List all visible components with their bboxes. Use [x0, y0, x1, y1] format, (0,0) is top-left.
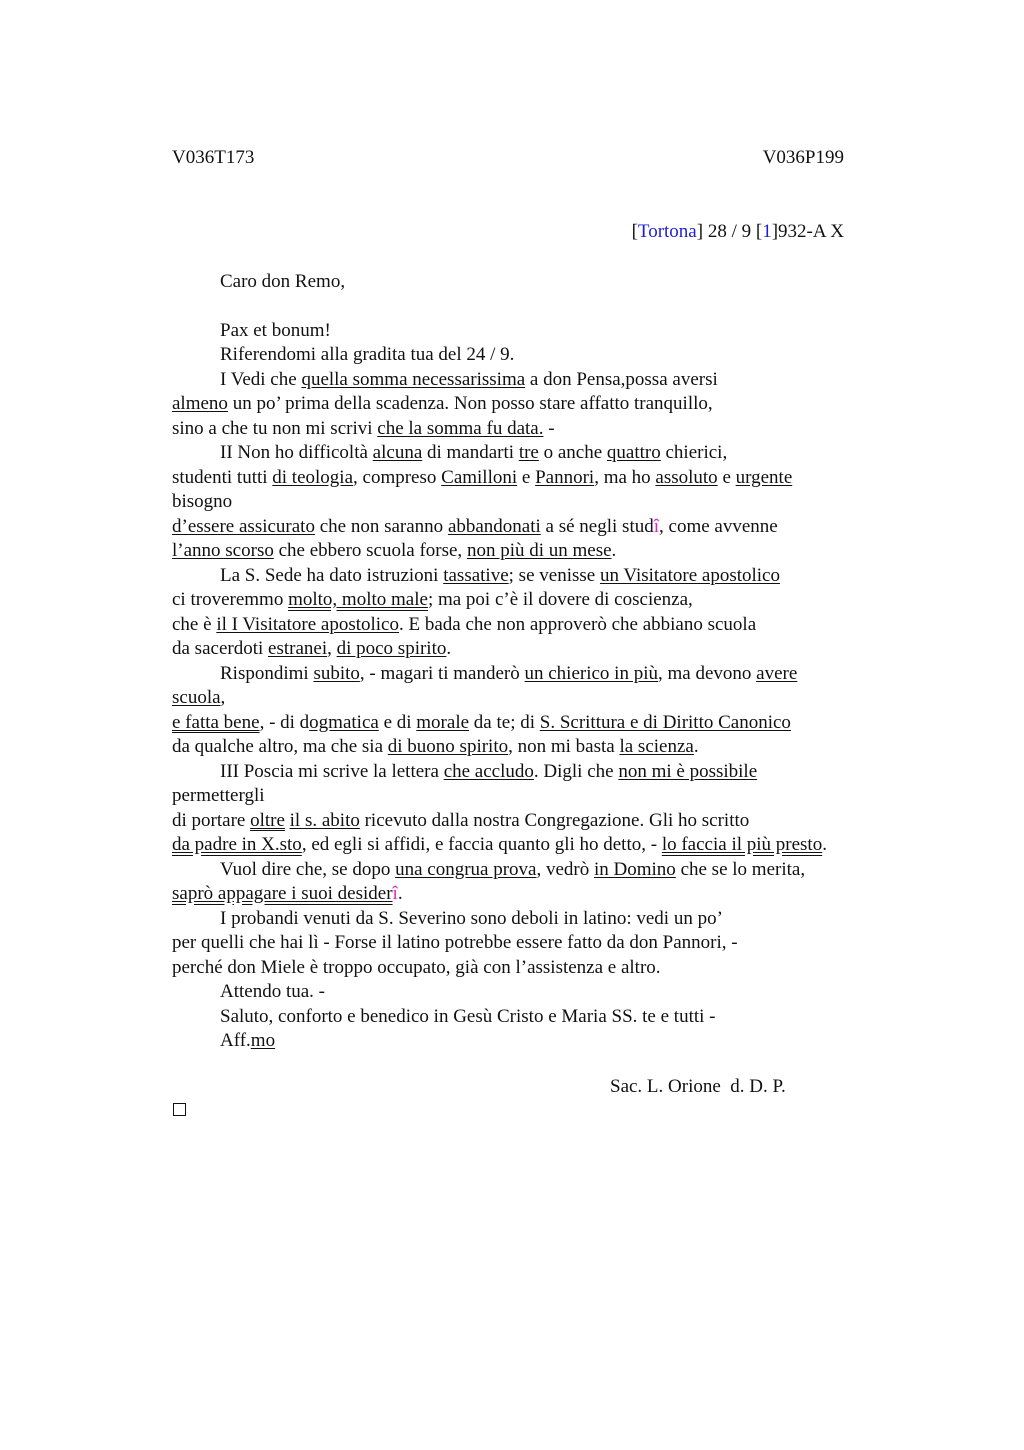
end-marker-box [173, 1103, 186, 1116]
text-line: l’anno scorso che ebbero scuola forse, non più di un mese. [172, 540, 617, 561]
text-line: I probandi venuti da S. Severino sono deboli in latino: vedi un po’ [220, 907, 723, 929]
signature: Sac. L. Orione d. D. P. [610, 1076, 786, 1097]
text-line: e fatta bene, - di dogmatica e di morale da te; di S. Scrittura e di Diritto Canonico [172, 711, 791, 733]
text-line: scuola, [172, 687, 226, 708]
text-line: da sacerdoti estranei, di poco spirito. [172, 638, 452, 659]
salutation: Caro don Remo, [220, 271, 346, 292]
text-line: bisogno [172, 491, 233, 512]
document-code-left: V036T173 [172, 147, 255, 168]
text-line: Pax et bonum! [220, 319, 331, 341]
closing: Aff.mo [220, 1030, 276, 1051]
text-line: studenti tutti di teologia, compreso Camilloni e Pannori, ma ho assoluto e urgente [172, 466, 793, 488]
text-line: Vuol dire che, se dopo una congrua prova, vedrò in Domino che se lo merita, [220, 858, 806, 880]
text-line: III Poscia mi scrive la lettera che accludo. Digli che non mi è possibile [220, 760, 758, 782]
text-line: Riferendomi alla gradita tua del 24 / 9. [220, 344, 515, 365]
text-line: per quelli che hai lì - Forse il latino potrebbe essere fatto da don Pannori, - [172, 932, 738, 953]
date-place: Tortona [637, 221, 697, 242]
text-line: sino a che tu non mi scrivi che la somma fu data. - [172, 417, 555, 439]
text-line: di portare oltre il s. abito ricevuto dalla nostra Congregazione. Gli ho scritto [172, 809, 750, 831]
text-line: da qualche altro, ma che sia di buono spirito, non mi basta la scienza. [172, 736, 699, 757]
text-line: Rispondimi subito, - magari ti manderò un chierico in più, ma devono avere [220, 662, 798, 684]
letter-body [172, 270, 892, 1054]
document-code-right: V036P199 [762, 147, 844, 168]
text-line: da padre in X.sto, ed egli si affidi, e faccia quanto gli ho detto, - lo faccia il più presto. [172, 834, 827, 855]
text-line: Attendo tua. - [220, 981, 326, 1002]
date-year-bracket: 1 [762, 221, 772, 242]
text-line: d’essere assicurato che non saranno abbandonati a sé negli studî, come avvenne [172, 515, 778, 537]
text-line: che è il I Visitatore apostolico. E bada che non approverò che abbiano scuola [172, 613, 757, 635]
text-line: II Non ho difficoltà alcuna di mandarti tre o anche quattro chierici, [220, 442, 728, 463]
text-line: saprò appagare i suoi desiderî. [172, 883, 403, 904]
text-line: permettergli [172, 785, 265, 806]
text-line: perché don Miele è troppo occupato, già con l’assistenza e altro. [172, 956, 661, 978]
date-line: [Tortona] 28 / 9 [1]932-A X [631, 221, 844, 242]
text-line: La S. Sede ha dato istruzioni tassative; se venisse un Visitatore apostolico [220, 564, 780, 586]
text-line: almeno un po’ prima della scadenza. Non posso stare affatto tranquillo, [172, 393, 713, 414]
text-line: I Vedi che quella somma necessarissima a don Pensa,possa aversi [220, 368, 718, 390]
text-line: Saluto, conforto e benedico in Gesù Cristo e Maria SS. te e tutti - [220, 1005, 716, 1027]
text-line: ci troveremmo molto, molto male; ma poi c’è il dovere di coscienza, [172, 589, 693, 610]
